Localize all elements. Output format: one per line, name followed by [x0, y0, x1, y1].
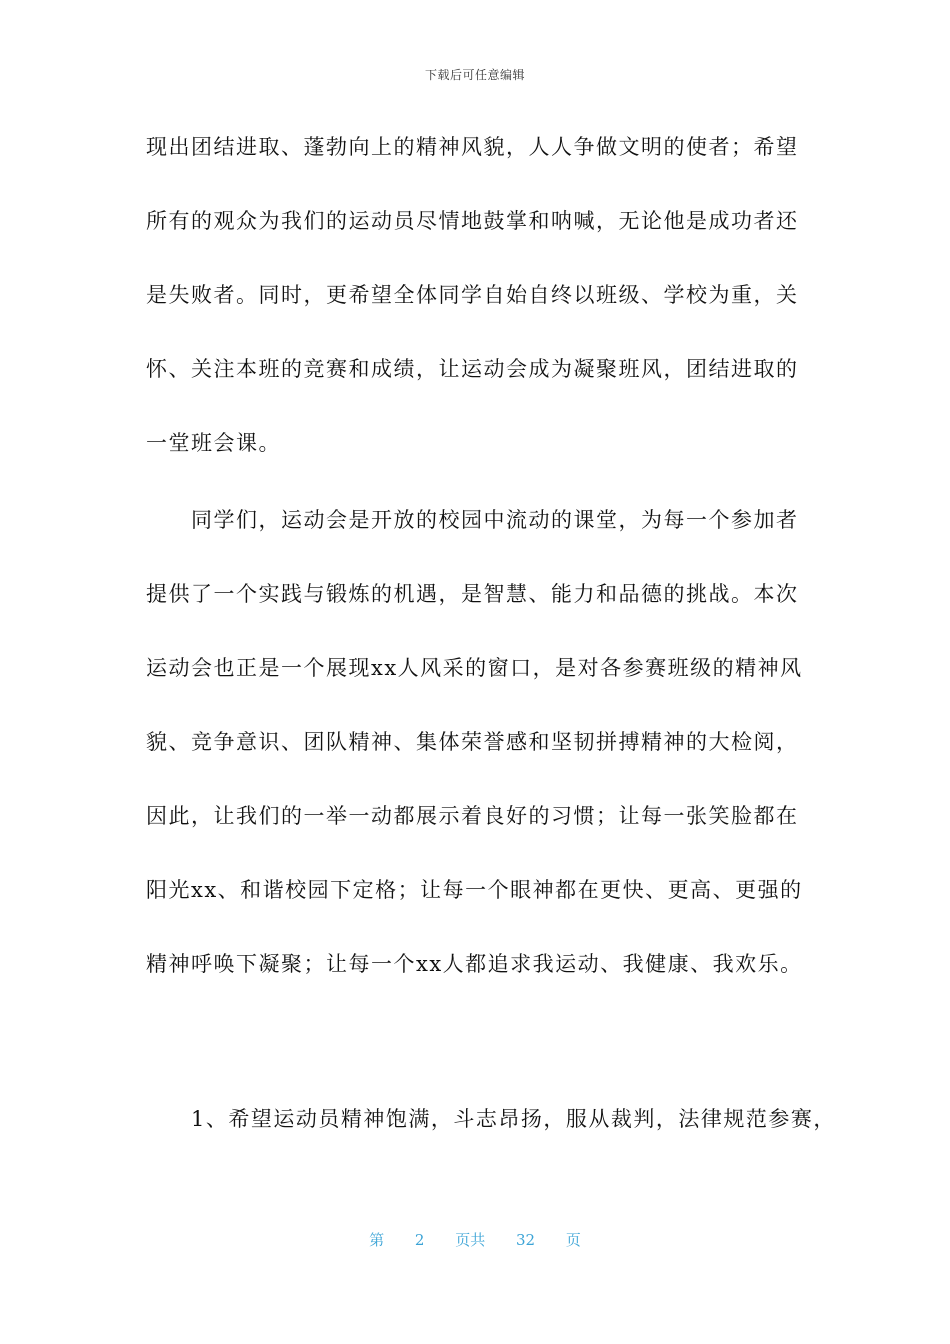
paragraph-line: 怀、关注本班的竞赛和成绩，让运动会成为凝聚班风，团结进取的 [146, 357, 799, 381]
paragraph-line: 一堂班会课。 [146, 431, 281, 455]
paragraph-line: 貌、竞争意识、团队精神、集体荣誉感和坚韧拼搏精神的大检阅， [146, 730, 799, 754]
paragraph-line: 阳光xx、和谐校园下定格；让每一个眼神都在更快、更高、更强的 [146, 878, 803, 902]
paragraph-line: 1、希望运动员精神饱满，斗志昂扬，服从裁判，法律规范参赛， [146, 1107, 836, 1131]
paragraph-1 [146, 132, 826, 502]
footer-total-pages: 32 [516, 1231, 536, 1249]
paragraph-line: 同学们，运动会是开放的校园中流动的课堂，为每一个参加者 [146, 508, 799, 532]
footer-prefix: 第 [369, 1231, 385, 1249]
paragraph-line: 是失败者。同时，更希望全体同学自始自终以班级、学校为重，关 [146, 283, 799, 307]
page-footer [0, 1229, 950, 1250]
page-header: 下载后可任意编辑 [424, 68, 525, 82]
footer-middle: 页共 [455, 1231, 486, 1249]
paragraph-line: 精神呼唤下凝聚；让每一个xx人都追求我运动、我健康、我欢乐。 [146, 952, 803, 976]
paragraph-line: 运动会也正是一个展现xx人风采的窗口，是对各参赛班级的精神风 [146, 656, 803, 680]
paragraph-line: 所有的观众为我们的运动员尽情地鼓掌和呐喊，无论他是成功者还 [146, 209, 799, 233]
paragraph-3 [146, 1104, 836, 1178]
footer-suffix: 页 [565, 1231, 581, 1249]
footer-page-number: 2 [414, 1231, 425, 1249]
paragraph-line: 提供了一个实践与锻炼的机遇，是智慧、能力和品德的挑战。本次 [146, 582, 799, 606]
paragraph-line: 因此，让我们的一举一动都展示着良好的习惯；让每一张笑脸都在 [146, 804, 799, 828]
paragraph-2 [146, 505, 826, 1023]
paragraph-line: 现出团结进取、蓬勃向上的精神风貌，人人争做文明的使者；希望 [146, 135, 799, 159]
